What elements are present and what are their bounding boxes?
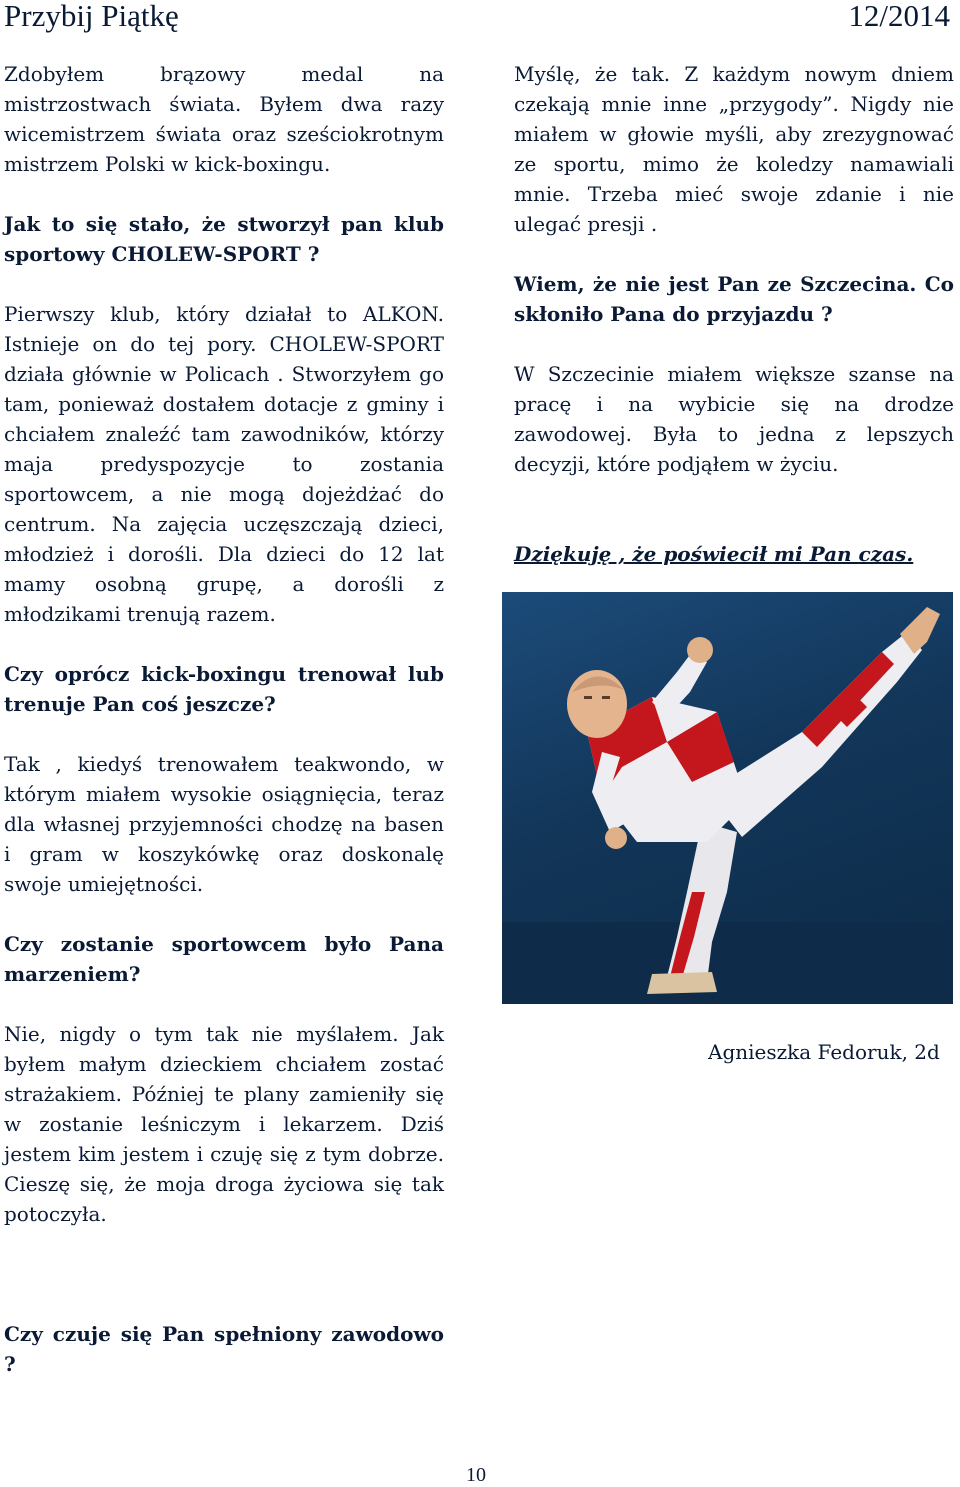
- right-column: [514, 59, 954, 569]
- question-heading: Czy oprócz kick-boxingu trenował lub trenuje Pan coś jeszcze?: [4, 662, 444, 716]
- question-heading: Jak to się stało, że stworzył pan klub sportowy CHOLEW-SPORT ?: [4, 212, 444, 266]
- kickboxer-high-kick-icon: [502, 592, 953, 1004]
- answer-paragraph: Nie, nigdy o tym tak nie myślałem. Jak byłem małym dzieckiem chciałem zostać strażakiem. Później te plany zamieniły się w zostanie leśniczym i lekarzem. Dziś jestem kim jestem i czuję się z tym dobrze. Cieszę się, że moja droga życiowa się tak potoczyła.: [4, 1022, 444, 1226]
- thanks-line: Dziękuję , że poświecił mi Pan czas.: [514, 542, 914, 566]
- magazine-title: Przybij Piątkę: [4, 0, 179, 33]
- left-column: [4, 59, 444, 1379]
- answer-paragraph: W Szczecinie miałem większe szanse na pracę i na wybicie się na drodze zawodowej. Była to jedna z lepszych decyzji, które podjąłem w życiu.: [514, 362, 954, 476]
- answer-paragraph: Pierwszy klub, który działał to ALKON. Istnieje on do tej pory. CHOLEW-SPORT działa głównie w Policach . Stworzyłem go tam, ponieważ dostałem dotacje z gminy i chciałem znaleźć tam zawodników, którzy maja predyspozycje to zostania sportowcem, a nie mogą dojeżdżać do centrum. Na zajęcia uczęszczają dzieci, młodzież i dorośli. Dla dzieci do 12 lat mamy osobną grupę, a dorośli z młodzikami trenują razem.: [4, 302, 444, 626]
- answer-paragraph: Myślę, że tak. Z każdym nowym dniem czekają mnie inne „przygody”. Nigdy nie miałem w głowie myśli, aby zrezygnować ze sportu, mimo że koledzy namawiali mnie. Trzeba mieć swoje zdanie i nie ulegać presji .: [514, 62, 954, 236]
- question-heading: Czy czuje się Pan spełniony zawodowo ?: [4, 1322, 444, 1376]
- author-credit: Agnieszka Fedoruk, 2d: [708, 1040, 940, 1064]
- answer-paragraph: Tak , kiedyś trenowałem teakwondo, w którym miałem wysokie osiągnięcia, teraz dla własnej przyjemności chodzę na basen i gram w koszykówkę oraz doskonalę swoje umiejętności.: [4, 752, 444, 896]
- question-heading: Wiem, że nie jest Pan ze Szczecina. Co skłoniło Pana do przyjazdu ?: [514, 272, 954, 326]
- answer-paragraph: Zdobyłem brązowy medal na mistrzostwach świata. Byłem dwa razy wicemistrzem świata oraz sześciokrotnym mistrzem Polski w kick-boxingu.: [4, 62, 444, 176]
- question-heading: Czy zostanie sportowcem było Pana marzeniem?: [4, 932, 444, 986]
- issue-date: 12/2014: [848, 0, 950, 33]
- kickboxer-photo: [502, 592, 953, 1004]
- page-number: 10: [466, 1464, 486, 1486]
